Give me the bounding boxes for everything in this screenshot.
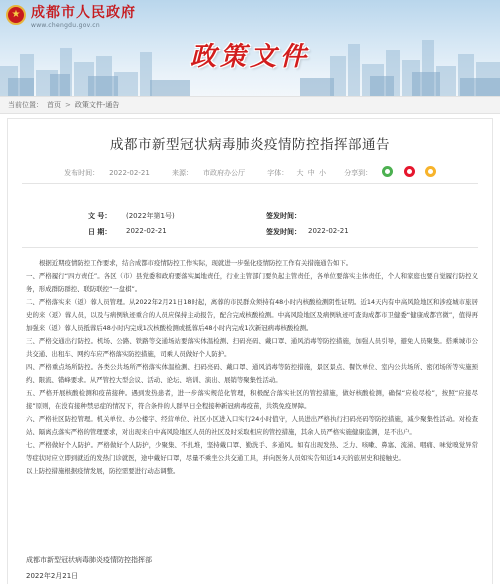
body-paragraph: 根据近期疫情防控工作要求，结合成都市疫情防控工作实际，现就进一步强化疫情防控工作有关措施通告如下。 [39, 259, 353, 267]
article-meta [8, 166, 492, 178]
breadcrumb-prefix: 当前位置： [8, 101, 43, 109]
article-card [7, 118, 493, 584]
signature-org: 成都市新型冠状病毒肺炎疫情防控指挥部 [26, 556, 152, 564]
breadcrumb [0, 96, 500, 114]
font-small-button[interactable]: 小 [318, 169, 326, 177]
body-paragraph: 二、严格落实来（返）蓉人员管理。从2022年2月21日18时起，离蓉的市民群众须持有48小时内核酸检测阴性证明。近14天内有中高风险地区和涉疫城市旅居史的来（返）蓉人员，以及与病例轨迹重合的人员应保持主动报告，配合完成核酸检测。中高风险地区及病例轨迹可查询成都市卫健委“健康成都官微”，值得再加强来（返）蓉人员抵蓉后48小时内完成1次核酸检测或抵蓉后48小时内完成1次新冠病毒核酸检测。 [26, 298, 478, 332]
publish-label: 发布时间： [64, 169, 100, 177]
body-paragraph: 三、严格交通出行防控。机场、公路、铁路等交通场站要落实体温检测、扫码亮码、戴口罩、通风消毒等防控措施，加强人员引导，避免人员聚集。搭乘城市公共交通、出租车、网约车应严格落实防控措施，司乘人员做好个人防护。 [26, 337, 478, 358]
signature-date: 2022年2月21日 [26, 572, 79, 580]
font-medium-button[interactable]: 中 [307, 169, 315, 177]
info-row-date [8, 227, 492, 241]
breadcrumb-current-link[interactable]: 政策文件-通告 [74, 101, 120, 109]
doc-no-label: 文 号： [88, 212, 112, 220]
font-large-button[interactable]: 大 [296, 169, 304, 177]
site-name: 成都市人民政府 [31, 5, 136, 21]
qzone-icon[interactable] [425, 166, 436, 177]
site-logo[interactable] [6, 4, 136, 30]
doc-no-value: (2022年第1号) [126, 212, 175, 220]
info-row-doc [8, 211, 492, 225]
publish-date: 2022-02-21 [109, 169, 150, 177]
font-size-label: 字体： [267, 169, 289, 177]
pub-date-label: 签发时间： [266, 228, 301, 236]
body-paragraph: 一、严格履行“四方责任”。各区（市）县党委和政府要落实属地责任，行业主管部门要负起主管责任，各单位要落实主体责任，个人和家庭也要自觉履行防控义务，形成群防群控、联防联控“一盘棋”。 [26, 272, 478, 293]
header-banner [0, 0, 500, 96]
sign-date-label: 签发时间： [266, 212, 301, 220]
meta-divider [22, 183, 478, 184]
site-url: www.chengdu.gov.cn [31, 22, 100, 29]
source-value: 市政府办公厅 [203, 169, 246, 177]
breadcrumb-home-link[interactable]: 首页 [47, 101, 61, 109]
body-paragraph: 五、严格开展核酸检测和疫苗接种。遇到发热患者，进一步落实规范化管理，积极配合落实社区的管控措施，做好核酸检测，确保“应检尽检”，按照“应接尽接”原则，在没有接种禁忌症的情况下，符合条件的人群早日全程接种新冠病毒疫苗，共筑免疫屏障。 [26, 389, 478, 410]
weibo-icon[interactable] [404, 166, 415, 177]
section-title: 政策文件 [189, 42, 310, 72]
national-emblem-icon [6, 5, 26, 25]
source-label: 来源： [172, 169, 194, 177]
article-body [26, 257, 478, 478]
body-paragraph: 四、严格重点场所防控。各类公共场所严格落实体温检测、扫码亮码、戴口罩、通风消毒等防控措施，景区景点、餐饮单位、室内公共场所、密闭场所等实施预约、限流、错峰要求。从严管控大型会议、活动、论坛、培训、演出、展销等聚集性活动。 [26, 363, 478, 384]
date-label: 日 期： [88, 228, 112, 236]
breadcrumb-separator-icon: > [65, 101, 71, 109]
body-paragraph: 六、严格社区防控管理。机关单位、办公楼宇、经营单位、社区小区进入口实行24小时值守，人员进出严格执行扫码亮码等防控措施，减少聚集性活动。对检查站、隔离点落实严格的管理要求，对出现来自中高风险地区人员的社区及时采取相应的管控措施，其余人员严格实施健康监测，足不出户。 [26, 415, 478, 436]
share-label: 分享到： [344, 169, 373, 177]
pub-date-value: 2022-02-21 [308, 227, 349, 235]
body-paragraph: 以上防控措施根据疫情发展，防控需要进行动态调整。 [26, 467, 180, 475]
article-title: 成都市新型冠状病毒肺炎疫情防控指挥部通告 [110, 137, 390, 153]
info-divider [22, 247, 478, 248]
date-value: 2022-02-21 [126, 227, 167, 235]
wechat-icon[interactable] [382, 166, 393, 177]
body-paragraph: 七、严格做好个人防护。严格做好个人防护，少聚集、不扎堆，坚持戴口罩、勤洗手、多通风。如有出现发热、乏力、咳嗽、鼻塞、流涕、咽痛、味觉嗅觉异常等症状时应立即到就近的发热门诊就医，途中戴好口罩，尽量不乘坐公共交通工具，并向医务人员如实告知近14天的旅居史和接触史。 [26, 441, 478, 462]
